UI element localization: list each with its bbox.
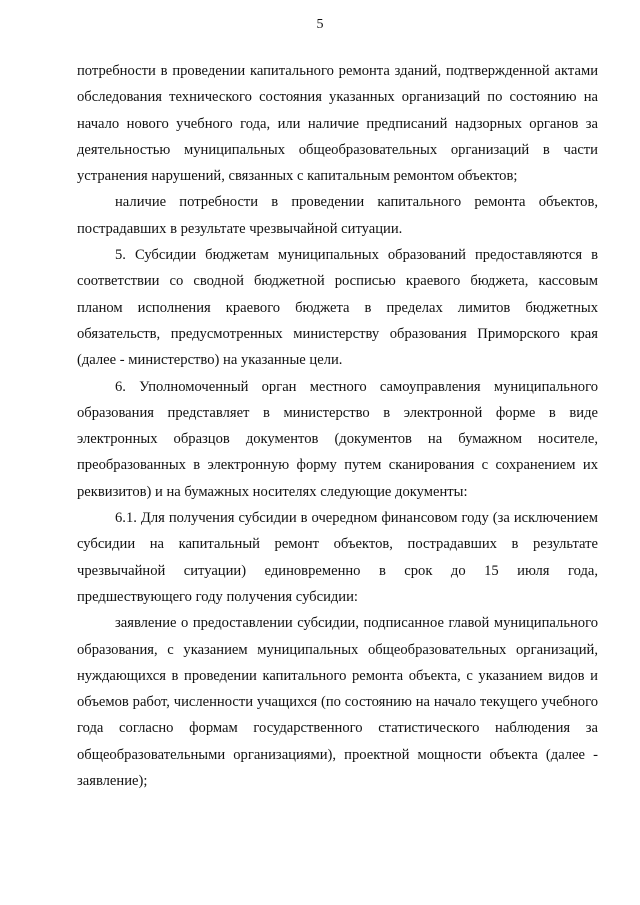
- paragraph-item-6-1: 6.1. Для получения субсидии в очередном финансовом году (за исключением субсидии на капитальный ремонт объектов, пострадавших в результате чрезвычайной ситуации) единовременно в срок до 15 июля года, предшествующего году получения субсидии:: [77, 510, 598, 605]
- paragraph-item-6: 6. Уполномоченный орган местного самоуправления муниципального образования представляет в министерство в электронной форме в виде электронных образцов документов (документов на бумажном носителе, преобразованных в электронную форму путем сканирования с сохранением их реквизитов) и на бумажных носителях следующие документы:: [77, 378, 598, 500]
- page-number: 5: [316, 17, 324, 32]
- paragraph-continuation: потребности в проведении капитального ремонта зданий, подтвержденной актами обследования технического состояния указанных организаций по состоянию на начало нового учебного года, или наличие предписаний надзорных органов за деятельностью муниципальных общеобразовательных организаций в части устранения нарушений, связанных с капитальным ремонтом объектов;: [77, 63, 598, 185]
- paragraph-application: заявление о предоставлении субсидии, подписанное главой муниципального образования, с указанием муниципальных общеобразовательных организаций, нуждающихся в проведении капитального ремонта объекта, с указанием видов и объемов работ, численности учащихся (по состоянию на начало текущего учебного года согласно формам государственного статистического наблюдения за общеобразовательными организациями), проектной мощности объекта (далее - заявление);: [77, 615, 598, 790]
- paragraph-item-5: 5. Субсидии бюджетам муниципальных образований предоставляются в соответствии со сводной бюджетной росписью краевого бюджета, кассовым планом исполнения краевого бюджета в пределах лимитов бюджетных обязательств, предусмотренных министерству образования Приморского края (далее - министерство) на указанные цели.: [77, 247, 598, 369]
- paragraph-emergency-repair: наличие потребности в проведении капитального ремонта объектов, пострадавших в результате чрезвычайной ситуации.: [77, 194, 598, 237]
- document-body: [77, 58, 598, 794]
